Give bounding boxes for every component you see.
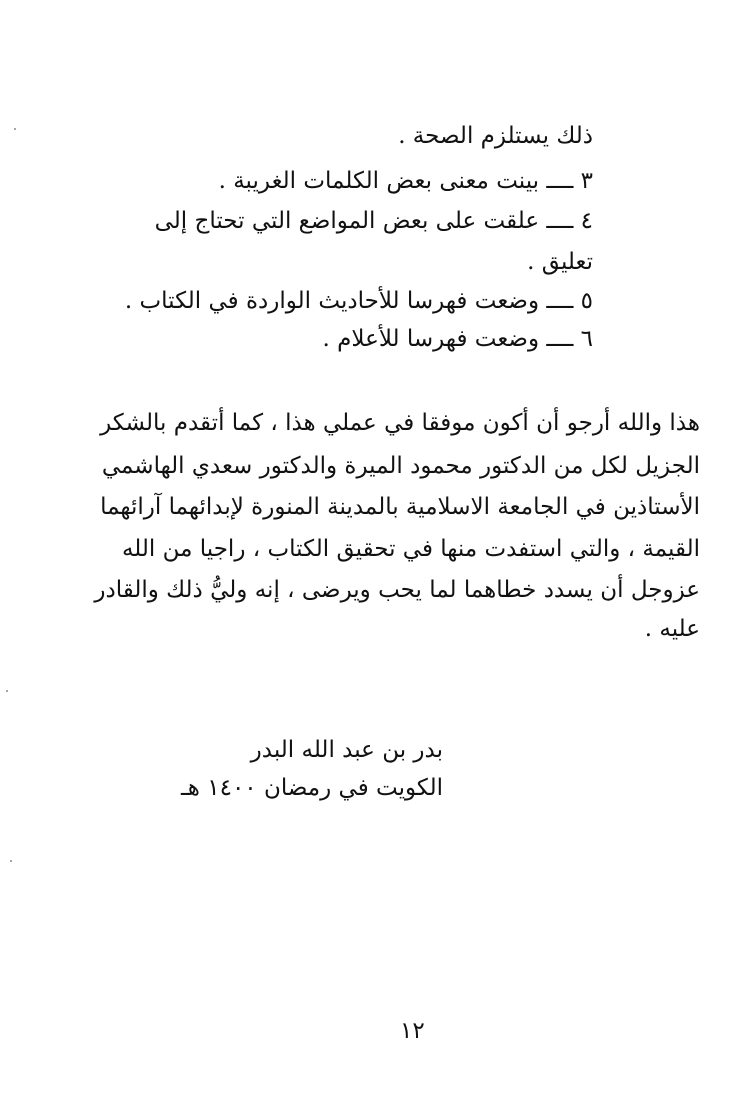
list-line-intro: ذلك يستلزم الصحة . [398, 123, 593, 149]
paragraph-line-2: الجزيل لكل من الدكتور محمود الميرة والدكتور سعدي الهاشمي [101, 453, 700, 479]
page-number: ١٢ [400, 1018, 425, 1044]
paragraph-line-6: عليه . [644, 616, 700, 642]
list-item-4-continued: تعليق . [527, 249, 593, 275]
paragraph-line-5: عزوجل أن يسدد خطاهما لما يحب ويرضى ، إنه وليُّ ذلك والقادر [94, 577, 700, 603]
list-item-4: ٤ ــــ علقت على بعض المواضع التي تحتاج إلى [154, 208, 593, 234]
paragraph-line-3: الأستاذين في الجامعة الاسلامية بالمدينة المنورة لإبدائهما آرائهما [100, 494, 700, 520]
scan-speck [14, 128, 16, 130]
list-item-6: ٦ ــــ وضعت فهرسا للأعلام . [322, 326, 593, 352]
list-item-5: ٥ ــــ وضعت فهرسا للأحاديث الواردة في الكتاب . [124, 288, 593, 314]
scan-speck [10, 860, 12, 862]
signature-place-date: الكويت في رمضان ١٤٠٠ هـ [181, 775, 443, 801]
signature-name: بدر بن عبد الله البدر [250, 737, 443, 763]
paragraph-line-4: القيمة ، والتي استفدت منها في تحقيق الكتاب ، راجيا من الله [121, 536, 700, 562]
list-item-3: ٣ ــــ بينت معنى بعض الكلمات الغريبة . [218, 168, 593, 194]
scan-speck [6, 690, 8, 692]
paragraph-line-1: هذا والله أرجو أن أكون موفقا في عملي هذا ، كما أتقدم بالشكر [100, 410, 700, 436]
